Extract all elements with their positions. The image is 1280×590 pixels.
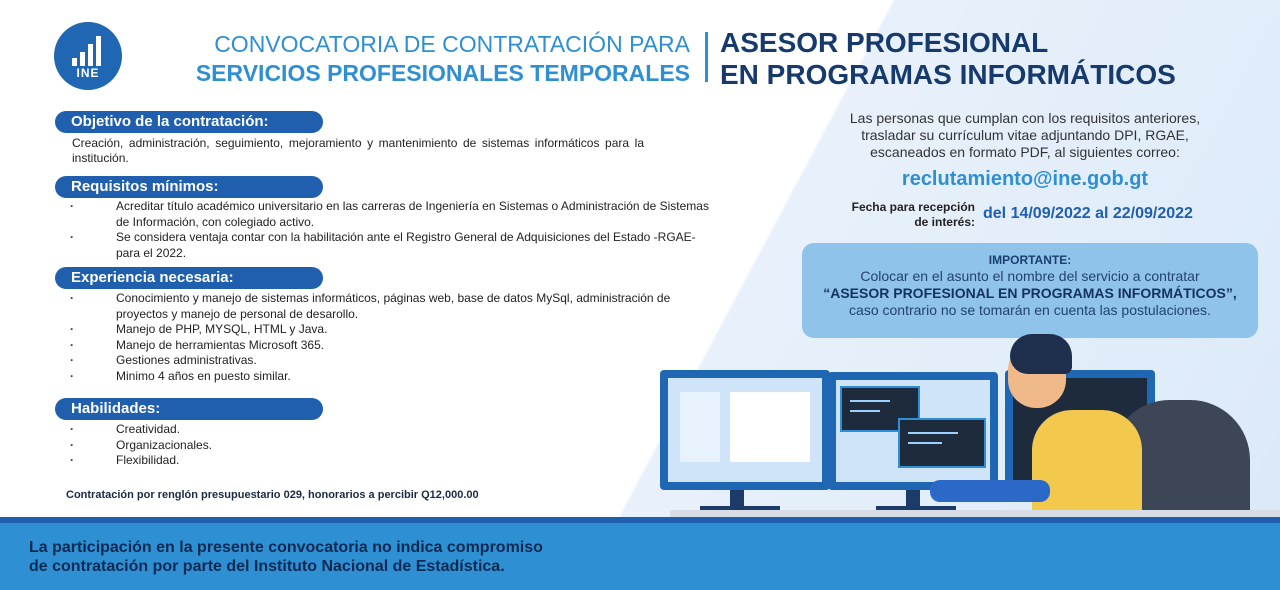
header-position-title	[720, 27, 1260, 91]
workstation-illustration	[640, 330, 1280, 540]
fecha-label-line2: de interés:	[914, 215, 975, 229]
section-title-requisitos: Requisitos mínimos:	[55, 176, 323, 198]
list-item: · Manejo de herramientas Microsoft 365.	[70, 338, 710, 354]
list-item: · Creatividad.	[70, 422, 710, 438]
header-left-line1: CONVOCATORIA DE CONTRATACIÓN PARA	[214, 31, 690, 57]
list-item: · Organizacionales.	[70, 438, 710, 454]
contact-email[interactable]: reclutamiento@ine.gob.gt	[901, 168, 1149, 190]
habilidades-list	[70, 422, 710, 469]
bar-chart-icon	[72, 32, 106, 66]
experiencia-list	[70, 291, 710, 385]
monitor-left	[660, 370, 830, 490]
header-left-line2: SERVICIOS PROFESIONALES TEMPORALES	[195, 60, 690, 86]
important-line3: caso contrario no se tomarán en cuenta las postulaciones.	[849, 302, 1211, 318]
list-item: · Manejo de PHP, MYSQL, HTML y Java.	[70, 322, 710, 338]
honorarios-text: Contratación por renglón presupuestario 029, honorarios a percibir Q12,000.00	[66, 489, 479, 501]
header-right-line2: EN PROGRAMAS INFORMÁTICOS	[720, 59, 1176, 90]
fecha-value: del 14/09/2022 al 22/09/2022	[983, 205, 1193, 222]
objetivo-text: Creación, administración, seguimiento, mejoramiento y mantenimiento de sistemas informáticos para la institución.	[72, 136, 644, 165]
fecha-label-line1: Fecha para recepción	[851, 200, 975, 214]
footer-line2: de contratación por parte del Instituto Nacional de Estadística.	[29, 558, 505, 575]
important-line2: “ASESOR PROFESIONAL EN PROGRAMAS INFORMÁTICOS”,	[823, 285, 1237, 301]
envio-line3: escaneados en formato PDF, al siguientes correo:	[870, 144, 1180, 160]
important-title: IMPORTANTE:	[988, 253, 1072, 267]
important-notice	[802, 243, 1258, 338]
list-item: · Flexibilidad.	[70, 453, 710, 469]
header-divider	[705, 32, 708, 82]
ine-logo	[54, 22, 122, 90]
list-item: · Minimo 4 años en puesto similar.	[70, 369, 710, 385]
envio-instructions	[810, 110, 1240, 161]
person-hair	[1010, 334, 1072, 374]
section-title-experiencia: Experiencia necesaria:	[55, 267, 323, 289]
envio-line1: Las personas que cumplan con los requisitos anteriores,	[849, 110, 1201, 126]
requisitos-list	[70, 199, 710, 261]
code-window	[898, 418, 986, 468]
header-right-line1: ASESOR PROFESIONAL	[720, 27, 1049, 58]
list-item: · Acreditar título académico universitario en las carreras de Ingeniería en Sistemas o Administración de Sistemas de Información, con colegiado activo.	[70, 199, 710, 230]
footer-line1: La participación en la presente convocatoria no indica compromiso	[29, 539, 543, 556]
logo-text: INE	[76, 66, 100, 80]
footer-disclaimer	[29, 538, 669, 576]
fecha-label	[820, 200, 975, 230]
list-item: · Se considera ventaja contar con la habilitación ante el Registro General de Adquisiciones del Estado -RGAE- para el 2022.	[70, 230, 710, 261]
list-item: · Conocimiento y manejo de sistemas informáticos, páginas web, base de datos MySql, administración de proyectos y manejo de personal de desarollo.	[70, 291, 710, 322]
section-title-habilidades: Habilidades:	[55, 398, 323, 420]
header-convocatoria	[130, 30, 690, 88]
list-item: · Gestiones administrativas.	[70, 353, 710, 369]
envio-line2: trasladar su currículum vitae adjuntando DPI, RGAE,	[861, 127, 1189, 143]
important-line1: Colocar en el asunto el nombre del servicio a contratar	[860, 268, 1200, 284]
section-title-objetivo: Objetivo de la contratación:	[55, 111, 323, 133]
person-arm	[930, 480, 1050, 502]
